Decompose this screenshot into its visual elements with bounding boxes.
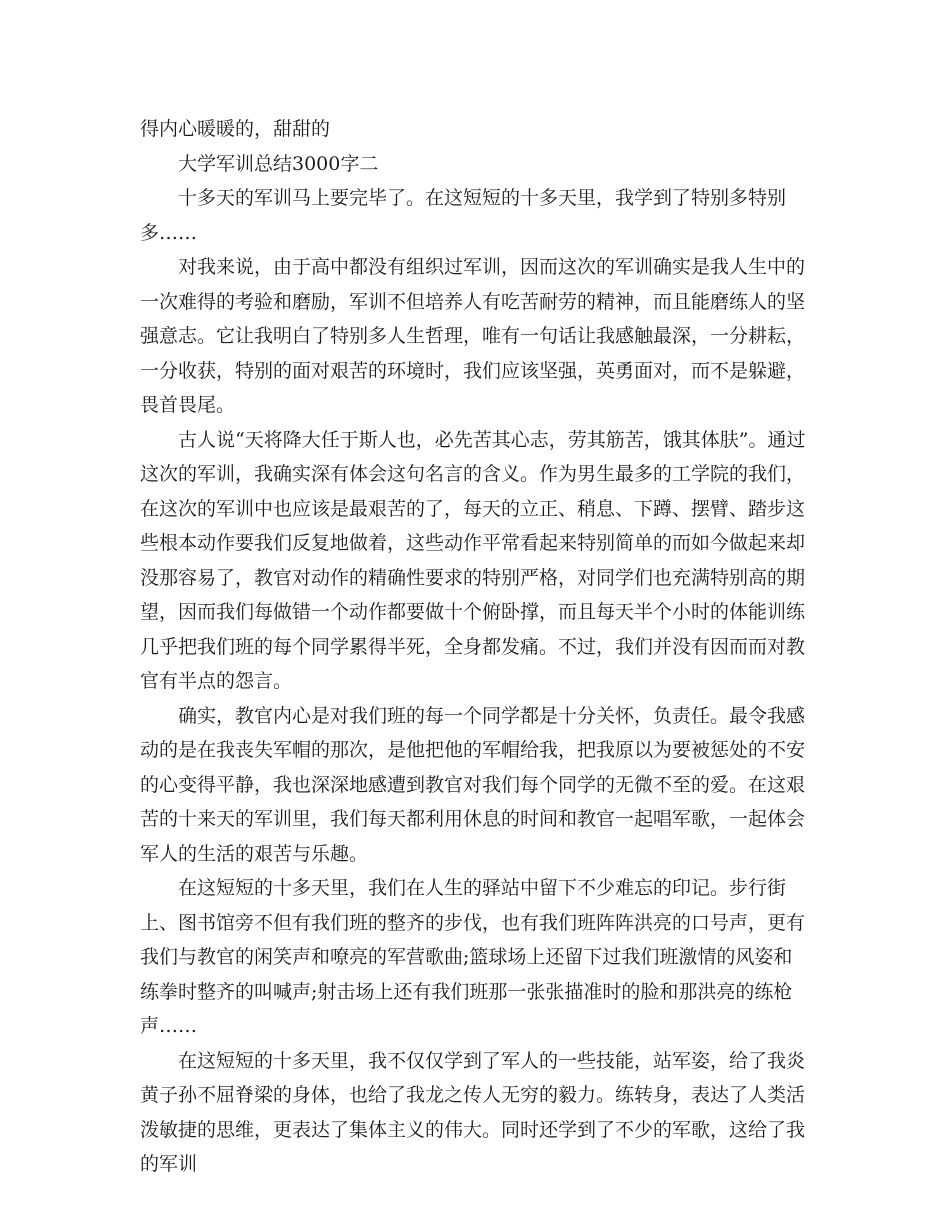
paragraph: 古人说“天将降大任于斯人也，必先苦其心志，劳其筋苦，饿其体肤”。通过这次的军训，我确实深有体会这句名言的含义。作为男生最多的工学院的我们，在这次的军训中也应该是最艰苦的了，每天的立正、稍息、下蹲、摆臂、踏步这些根本动作要我们反复地做着，这些动作平常看起来特别简单的而如今做起来却没那容易了，教官对动作的精确性要求的特别严格，对同学们也充满特别高的期望，因而我们每做错一个动作都要做十个俯卧撑，而且每天半个小时的体能训练几乎把我们班的每个同学累得半死，全身都发痛。不过，我们并没有因而而对教官有半点的怨言。 — [140, 428, 806, 692]
paragraph: 对我来说，由于高中都没有组织过军训，因而这次的军训确实是我人生中的一次难得的考验和磨励，军训不但培养人有吃苦耐劳的精神，而且能磨练人的坚强意志。它让我明白了特别多人生哲理，唯有一句话让我感触最深，一分耕耘，一分收获，特别的面对艰苦的环境时，我们应该坚强，英勇面对，而不是躲避，畏首畏尾。 — [140, 256, 806, 416]
paragraph: 在这短短的十多天里，我们在人生的驿站中留下不少难忘的印记。步行街上、图书馆旁不但有我们班的整齐的步伐，也有我们班阵阵洪亮的口号声，更有我们与教官的闲笑声和嘹亮的军营歌曲;篮球场上还留下过我们班激情的风姿和练拳时整齐的叫喊声;射击场上还有我们班那一张张描准时的脸和那洪亮的练枪声…… — [140, 877, 806, 1037]
section-heading: 大学军训总结3000字二 — [178, 152, 379, 175]
paragraph-continuation: 得内心暖暖的，甜甜的 — [140, 118, 331, 140]
paragraph: 在这短短的十多天里，我不仅仅学到了军人的一些技能，站军姿，给了我炎黄子孙不屈脊梁的身体，也给了我龙之传人无穷的毅力。练转身，表达了人类活泼敏捷的思维，更表达了集体主义的伟大。同时还学到了不少的军歌，这给了我的军训 — [140, 1049, 806, 1175]
paragraph: 十多天的军训马上要完毕了。在这短短的十多天里，我学到了特别多特别多…… — [140, 187, 787, 244]
document-body — [140, 112, 810, 1182]
paragraph: 确实，教官内心是对我们班的每一个同学都是十分关怀，负责任。最令我感动的是在我丧失军帽的那次，是他把他的军帽给我，把我原以为要被惩处的不安的心变得平静，我也深深地感遭到教官对我们每个同学的无微不至的爱。在这艰苦的十来天的军训里，我们每天都利用休息的时间和教官一起唱军歌，一起体会军人的生活的艰苦与乐趣。 — [140, 704, 806, 865]
